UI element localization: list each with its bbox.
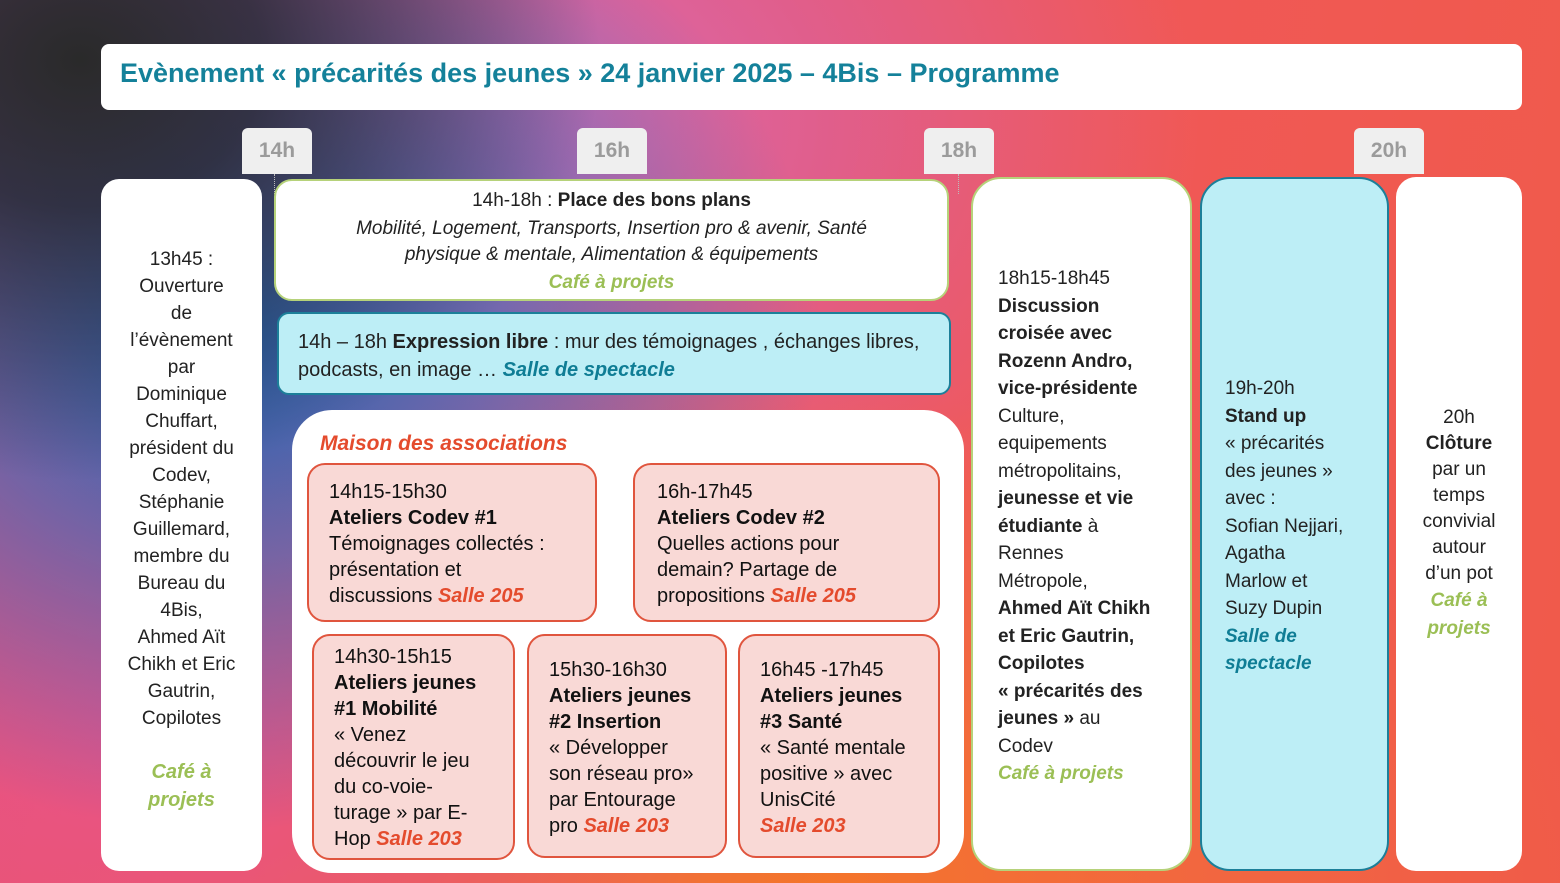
atelier-jeunes-1: 14h30-15h15 Ateliers jeunes #1 Mobilité « Venez découvrir le jeu du co-voie- turage » par E- Hop Salle 203 bbox=[312, 634, 515, 860]
atelier-codev-1: 14h15-15h30 Ateliers Codev #1 Témoignages collectés : présentation et discussions Salle 205 bbox=[307, 463, 597, 622]
discussion-card: 18h15-18h45 Discussion croisée avec Rozenn Andro, vice-présidente Culture, equipements métropolitains, jeunesse et vie étudiante à Rennes Métropole, Ahmed Aït Chikh et Eric Gautrin, Copilotes « précarités des jeunes » au Codev Café à projets bbox=[971, 177, 1192, 871]
expression-line-2: podcasts, en image … Salle de spectacle bbox=[298, 359, 675, 381]
atelier-codev-2: 16h-17h45 Ateliers Codev #2 Quelles actions pour demain? Partage de propositions Salle 205 bbox=[633, 463, 940, 622]
opening-place: Café à projets bbox=[148, 761, 215, 811]
time-label-18h: 18h bbox=[924, 128, 994, 174]
bons-plans-heading: 14h-18h : Place des bons plans bbox=[472, 190, 751, 211]
maison-title: Maison des associations bbox=[320, 432, 568, 455]
bons-plans-topics-1: Mobilité, Logement, Transports, Insertion pro & avenir, Santé bbox=[356, 218, 867, 239]
expression-line-1: 14h – 18h Expression libre : mur des témoignages , échanges libres, bbox=[298, 331, 920, 353]
bons-plans-card bbox=[274, 179, 949, 301]
cloture-card: 20h Clôture par un temps convivial autour d’un pot Café à projets bbox=[1396, 177, 1522, 871]
bons-plans-topics-2: physique & mentale, Alimentation & équipements bbox=[404, 244, 819, 265]
time-label-20h: 20h bbox=[1354, 128, 1424, 174]
opening-card bbox=[101, 179, 262, 871]
atelier-jeunes-2: 15h30-16h30 Ateliers jeunes #2 Insertion « Développer son réseau pro» par Entourage pro Salle 203 bbox=[527, 634, 727, 858]
title-bar bbox=[101, 44, 1522, 110]
bons-plans-place: Café à projets bbox=[548, 272, 675, 293]
page-title: Evènement « précarités des jeunes » 24 janvier 2025 – 4Bis – Programme bbox=[120, 58, 1060, 88]
time-label-16h: 16h bbox=[577, 128, 647, 174]
expression-card bbox=[277, 312, 951, 395]
atelier-jeunes-3: 16h45 -17h45 Ateliers jeunes #3 Santé « Santé mentale positive » avec UnisCité Salle 203 bbox=[738, 634, 940, 858]
standup-card: 19h-20h Stand up « précarités des jeunes » avec : Sofian Nejjari, Agatha Marlow et Suzy Dupin Salle de spectacle bbox=[1200, 177, 1389, 871]
opening-text: 13h45 : Ouverture de l’évènement par Dominique Chuffart, président du Codev, Stéphanie Guillemard, membre du Bureau du 4Bis, Ahmed Aït Chikh et Eric Gautrin, Copilotes bbox=[127, 249, 236, 729]
time-label-14h: 14h bbox=[242, 128, 312, 174]
gridline-18h bbox=[958, 174, 959, 194]
